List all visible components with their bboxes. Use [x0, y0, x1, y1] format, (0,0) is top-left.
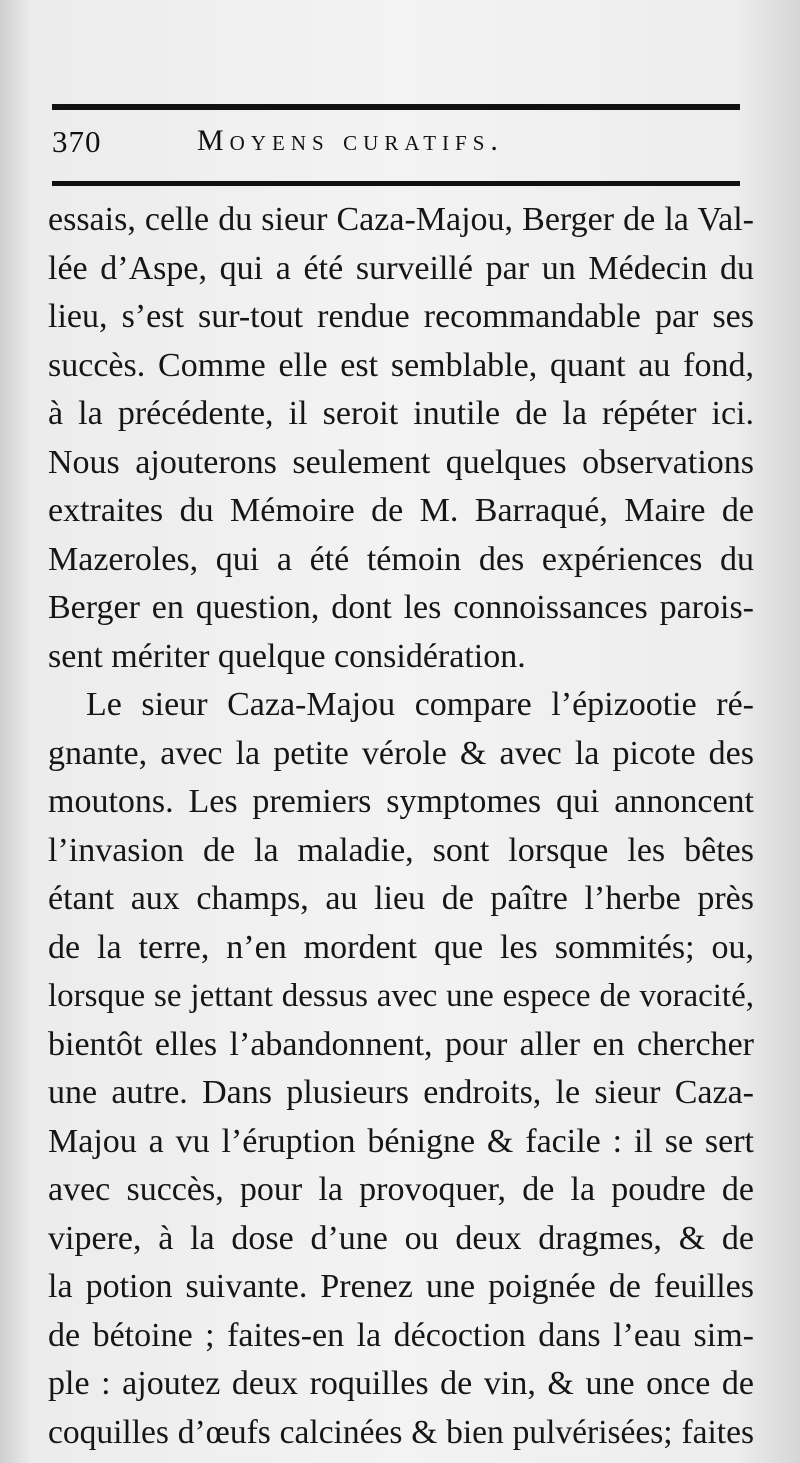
header-rule-bottom [52, 181, 740, 186]
text-line: Nous ajouterons seulement quelques observations [48, 443, 754, 481]
text-line: étant aux champs, au lieu de paître l’herbe près [48, 880, 754, 917]
text-line: gnante, avec la petite vérole & avec la picote des [48, 734, 754, 772]
text-line: Berger en question, dont les connoissances parois- [48, 589, 754, 626]
text-line: Le sieur Caza-Majou compare l’épizootie ré- [86, 686, 754, 723]
text-line: coquilles d’œufs calcinées & bien pulvérisées; faites [48, 1413, 754, 1451]
text-line: extraites du Mémoire de M. Barraqué, Maire de [48, 492, 754, 529]
text-line: moutons. Les premiers symptomes qui annoncent [48, 783, 754, 820]
body-text [48, 196, 754, 1457]
text-line: avec succès, pour la provoquer, de la poudre de [48, 1171, 754, 1208]
text-line: la potion suivante. Prenez une poignée de feuilles [48, 1268, 754, 1305]
text-line: essais, celle du sieur Caza-Majou, Berger de la Val- [48, 201, 754, 238]
text-line: l’invasion de la maladie, sont lorsque les bêtes [48, 831, 754, 869]
header-rule-top [52, 104, 740, 110]
text-line: de bétoine ; faites-en la décoction dans l’eau sim- [48, 1316, 754, 1354]
paragraph-2 [48, 681, 754, 1457]
paragraph-1 [48, 196, 754, 681]
running-head: Moyens curatifs. [197, 124, 504, 157]
text-line: succès. Comme elle est semblable, quant au fond, [48, 346, 754, 384]
page-number: 370 [52, 124, 102, 159]
text-line: de la terre, n’en mordent que les sommités; ou, [48, 928, 754, 966]
text-line: Majou a vu l’éruption bénigne & facile : il se sert [48, 1122, 754, 1160]
text-line: Mazeroles, qui a été témoin des expériences du [48, 540, 754, 578]
text-line: lée d’Aspe, qui a été surveillé par un Médecin du [48, 249, 754, 287]
text-line: lieu, s’est sur-tout rendue recommandable par ses [48, 298, 754, 335]
text-line: ple : ajoutez deux roquilles de vin, & une once de [48, 1365, 754, 1402]
text-line: bientôt elles l’abandonnent, pour aller en chercher [48, 1025, 754, 1063]
text-line: une autre. Dans plusieurs endroits, le sieur Caza- [48, 1074, 754, 1111]
page-header [52, 124, 740, 168]
text-line: sent mériter quelque considération. [48, 637, 526, 675]
text-line: lorsque se jettant dessus avec une espece de voracité, [48, 978, 754, 1014]
text-line: à la précédente, il seroit inutile de la répéter ici. [48, 395, 754, 432]
text-line: vipere, à la dose d’une ou deux dragmes, & de [48, 1219, 754, 1257]
